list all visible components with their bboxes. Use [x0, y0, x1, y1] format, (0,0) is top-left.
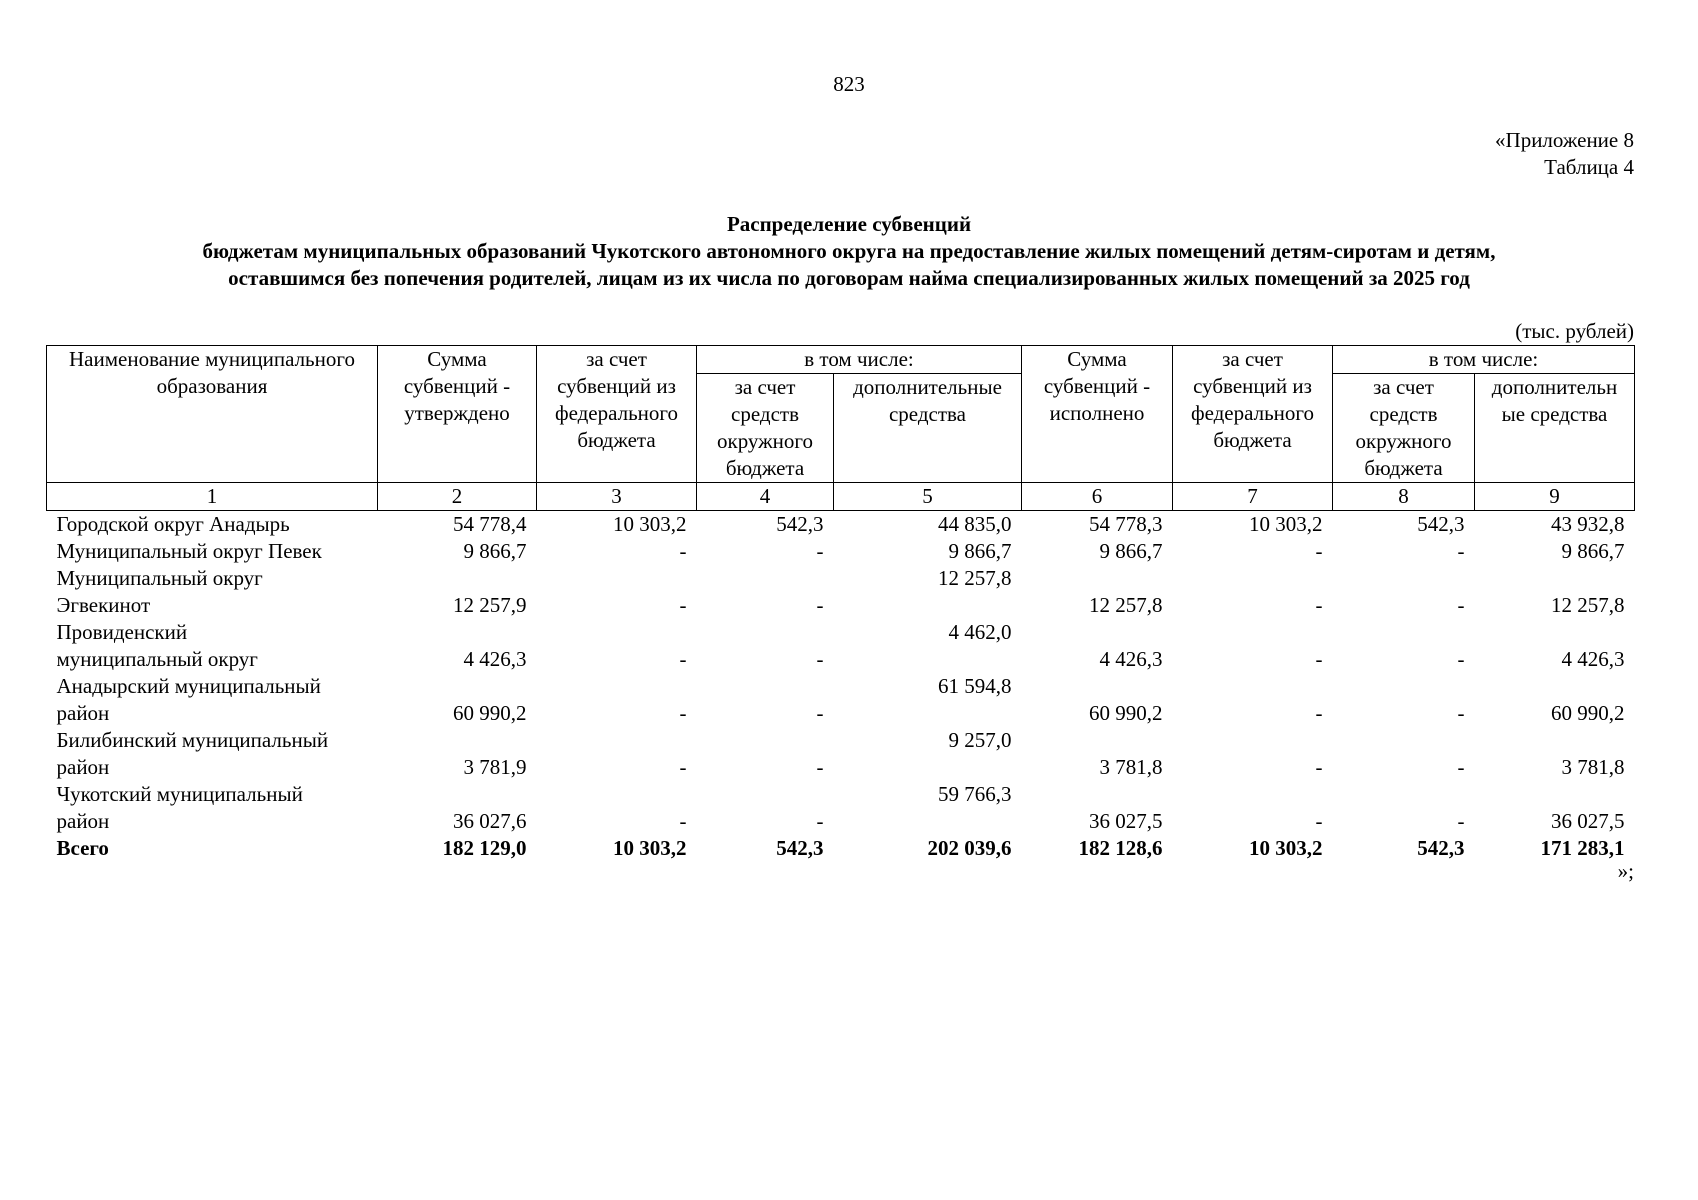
- cell-sum-executed: 9 866,7: [1099, 539, 1163, 563]
- cell-additional-executed: 9 866,7: [1561, 539, 1625, 563]
- cell-additional-approved: 9 866,7: [948, 539, 1012, 563]
- header-name: Наименование муниципального образования: [47, 346, 378, 483]
- table-row-part-2: [47, 754, 1635, 781]
- header-federal-approved: за счет субвенций из федерального бюджета: [537, 346, 697, 483]
- cell-additional-approved: 9 257,0: [948, 728, 1012, 752]
- column-number: 8: [1333, 483, 1475, 511]
- units-label: (тыс. рублей): [1515, 319, 1634, 343]
- cell-federal-executed: -: [1315, 701, 1323, 725]
- row-name-line-1: Анадырский муниципальный: [56, 674, 321, 698]
- cell-federal-executed: -: [1315, 755, 1323, 779]
- cell-federal-executed: -: [1315, 539, 1323, 563]
- cell-sum-executed: 4 426,3: [1099, 647, 1163, 671]
- cell-federal-executed: 10 303,2: [1249, 512, 1323, 536]
- row-name-line-2: район: [56, 701, 110, 725]
- closing-quote: »;: [1617, 859, 1634, 883]
- table-row-part-1: [47, 673, 1635, 700]
- total-federal-approved: 10 303,2: [613, 836, 687, 860]
- column-number: 1: [47, 483, 378, 511]
- cell-district-executed: -: [1457, 593, 1465, 617]
- column-number: 3: [537, 483, 697, 511]
- row-name-line-1: Муниципальный округ: [56, 566, 263, 590]
- cell-district-approved: 542,3: [776, 512, 824, 536]
- appendix-reference: [1495, 127, 1634, 181]
- title-line-2: бюджетам муниципальных образований Чукотского автономного округа на предоставление жилых помещений детям-сиротам и детям,: [202, 239, 1496, 263]
- table-row: [47, 511, 1635, 539]
- document-title: [0, 211, 1698, 292]
- table-row: [47, 538, 1635, 565]
- cell-additional-approved: 4 462,0: [948, 620, 1012, 644]
- total-federal-executed: 10 303,2: [1249, 836, 1323, 860]
- column-number: 5: [834, 483, 1022, 511]
- cell-district-approved: -: [816, 539, 824, 563]
- subvention-table: [46, 345, 1635, 862]
- row-name-line-1: Чукотский муниципальный: [56, 782, 303, 806]
- header-sum-approved: Сумма субвенций - утверждено: [378, 346, 537, 483]
- cell-district-executed: 542,3: [1417, 512, 1465, 536]
- cell-federal-approved: -: [679, 593, 687, 617]
- header-including-approved: в том числе:: [697, 346, 1022, 374]
- cell-additional-executed: 43 932,8: [1551, 512, 1625, 536]
- cell-additional-approved: 44 835,0: [938, 512, 1012, 536]
- column-number: 4: [697, 483, 834, 511]
- column-number: 7: [1173, 483, 1333, 511]
- table-row-part-1: [47, 619, 1635, 646]
- cell-sum-approved: 12 257,9: [453, 593, 527, 617]
- header-federal-executed: за счет субвенций из федерального бюджета: [1173, 346, 1333, 483]
- appendix-label: «Приложение 8: [1495, 128, 1634, 152]
- cell-district-approved: -: [816, 593, 824, 617]
- header-sum-executed: Сумма субвенций - исполнено: [1022, 346, 1173, 483]
- cell-sum-executed: 12 257,8: [1089, 593, 1163, 617]
- total-label: Всего: [56, 836, 109, 860]
- header-district-executed: за счет средств окружного бюджета: [1333, 374, 1475, 483]
- cell-federal-executed: -: [1315, 647, 1323, 671]
- cell-sum-approved: 3 781,9: [463, 755, 527, 779]
- cell-sum-approved: 4 426,3: [463, 647, 527, 671]
- cell-sum-approved: 36 027,6: [453, 809, 527, 833]
- row-name-line-1: Билибинский муниципальный: [56, 728, 329, 752]
- total-additional-approved: 202 039,6: [927, 836, 1012, 860]
- cell-sum-approved: 60 990,2: [453, 701, 527, 725]
- table-row-part-2: [47, 592, 1635, 619]
- cell-district-approved: -: [816, 647, 824, 671]
- table-row-part-1: [47, 565, 1635, 592]
- total-sum-executed: 182 128,6: [1078, 836, 1163, 860]
- total-district-executed: 542,3: [1417, 836, 1465, 860]
- table-label: Таблица 4: [1544, 155, 1634, 179]
- row-name-line-2: район: [56, 755, 110, 779]
- column-number-row: [47, 483, 1635, 511]
- cell-federal-approved: 10 303,2: [613, 512, 687, 536]
- cell-federal-approved: -: [679, 701, 687, 725]
- cell-additional-executed: 60 990,2: [1551, 701, 1625, 725]
- total-sum-approved: 182 129,0: [442, 836, 527, 860]
- cell-district-executed: -: [1457, 647, 1465, 671]
- cell-sum-executed: 36 027,5: [1089, 809, 1163, 833]
- title-line-1: Распределение субвенций: [726, 212, 972, 236]
- row-name-line-2: муниципальный округ: [56, 647, 258, 671]
- cell-district-approved: -: [816, 701, 824, 725]
- cell-sum-approved: 54 778,4: [453, 512, 527, 536]
- cell-federal-executed: -: [1315, 593, 1323, 617]
- total-row: [47, 835, 1635, 862]
- column-number: 9: [1475, 483, 1635, 511]
- header-additional-executed: дополнительн ые средства: [1475, 374, 1635, 483]
- page-number: 823: [833, 72, 865, 96]
- cell-federal-approved: -: [679, 755, 687, 779]
- row-name-line-1: Провиденский: [56, 620, 188, 644]
- cell-district-approved: -: [816, 755, 824, 779]
- cell-additional-approved: 59 766,3: [938, 782, 1012, 806]
- row-name: Городской округ Анадырь: [56, 512, 290, 536]
- cell-additional-executed: 36 027,5: [1551, 809, 1625, 833]
- cell-federal-approved: -: [679, 647, 687, 671]
- cell-sum-approved: 9 866,7: [463, 539, 527, 563]
- row-name: Муниципальный округ Певек: [56, 539, 322, 563]
- cell-sum-executed: 60 990,2: [1089, 701, 1163, 725]
- table-row-part-1: [47, 781, 1635, 808]
- cell-district-executed: -: [1457, 539, 1465, 563]
- cell-additional-approved: 61 594,8: [938, 674, 1012, 698]
- cell-federal-executed: -: [1315, 809, 1323, 833]
- cell-district-executed: -: [1457, 755, 1465, 779]
- row-name-line-2: район: [56, 809, 110, 833]
- header-including-executed: в том числе:: [1333, 346, 1635, 374]
- column-number: 6: [1022, 483, 1173, 511]
- cell-additional-executed: 4 426,3: [1561, 647, 1625, 671]
- table-row-part-2: [47, 808, 1635, 835]
- cell-district-approved: -: [816, 809, 824, 833]
- table-row-part-1: [47, 727, 1635, 754]
- cell-sum-executed: 54 778,3: [1089, 512, 1163, 536]
- cell-federal-approved: -: [679, 539, 687, 563]
- header-additional-approved: дополнительные средства: [834, 374, 1022, 483]
- cell-sum-executed: 3 781,8: [1099, 755, 1163, 779]
- table-row-part-2: [47, 646, 1635, 673]
- header-district-approved: за счет средств окружного бюджета: [697, 374, 834, 483]
- row-name-line-2: Эгвекинот: [56, 593, 151, 617]
- cell-district-executed: -: [1457, 701, 1465, 725]
- title-line-3: оставшимся без попечения родителей, лицам из их числа по договорам найма специализированных жилых помещений за 2025 год: [228, 266, 1470, 290]
- cell-additional-executed: 12 257,8: [1551, 593, 1625, 617]
- cell-additional-executed: 3 781,8: [1561, 755, 1625, 779]
- column-number: 2: [378, 483, 537, 511]
- table-row-part-2: [47, 700, 1635, 727]
- cell-district-executed: -: [1457, 809, 1465, 833]
- cell-federal-approved: -: [679, 809, 687, 833]
- total-additional-executed: 171 283,1: [1540, 836, 1625, 860]
- total-district-approved: 542,3: [776, 836, 824, 860]
- cell-additional-approved: 12 257,8: [938, 566, 1012, 590]
